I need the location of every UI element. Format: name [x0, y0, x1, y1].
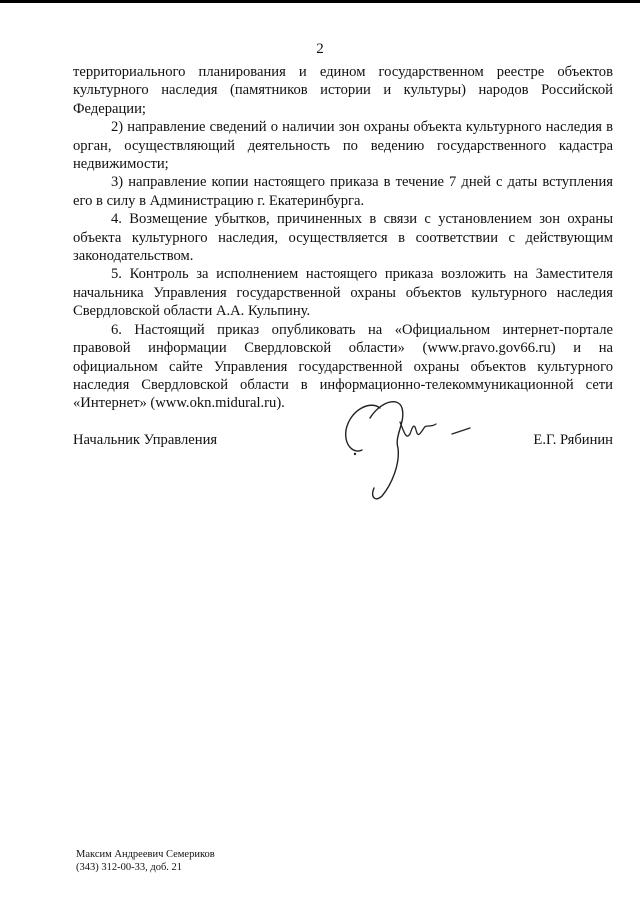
- signer-name: Е.Г. Рябинин: [533, 432, 613, 448]
- executor-footer: [76, 848, 215, 874]
- handwritten-signature: [340, 388, 480, 508]
- executor-phone: (343) 312-00-33, доб. 21: [76, 862, 183, 873]
- paragraph-4: 4. Возмещение убытков, причиненных в связи с установлением зон охраны объекта культурного наследия, осуществляется в соответствии с действующим законодательством.: [73, 211, 613, 265]
- paragraph-continuation: территориального планирования и едином государственном реестре объектов культурного наследия (памятников истории и культуры) народов Российской Федерации;: [73, 64, 613, 117]
- paragraph-item-2: 2) направление сведений о наличии зон охраны объекта культурного наследия в орган, осуществляющий деятельность по ведению государственного кадастра недвижимости;: [73, 119, 613, 173]
- paragraph-6: 6. Настоящий приказ опубликовать на «Официальном интернет-портале правовой информации Свердловской области» (www.pravo.gov66.ru) и на официальном сайте Управления государственной охраны объектов культурного наследия Свердловской области в информационно-телекоммуникационной сети «Интернет» (www.okn.midural.ru).: [73, 321, 613, 412]
- signer-title: Начальник Управления: [73, 432, 218, 448]
- executor-name: Максим Андреевич Семериков: [76, 849, 215, 860]
- top-border: [0, 0, 640, 3]
- document-body: [73, 63, 613, 413]
- paragraph-item-3: 3) направление копии настоящего приказа в течение 7 дней с даты вступления его в силу в Администрацию г. Екатеринбурга.: [73, 174, 613, 209]
- page-number: 2: [316, 41, 324, 57]
- paragraph-5: 5. Контроль за исполнением настоящего приказа возложить на Заместителя начальника Управления государственной охраны объектов культурного наследия Свердловской области А.А. Кульпину.: [73, 266, 613, 320]
